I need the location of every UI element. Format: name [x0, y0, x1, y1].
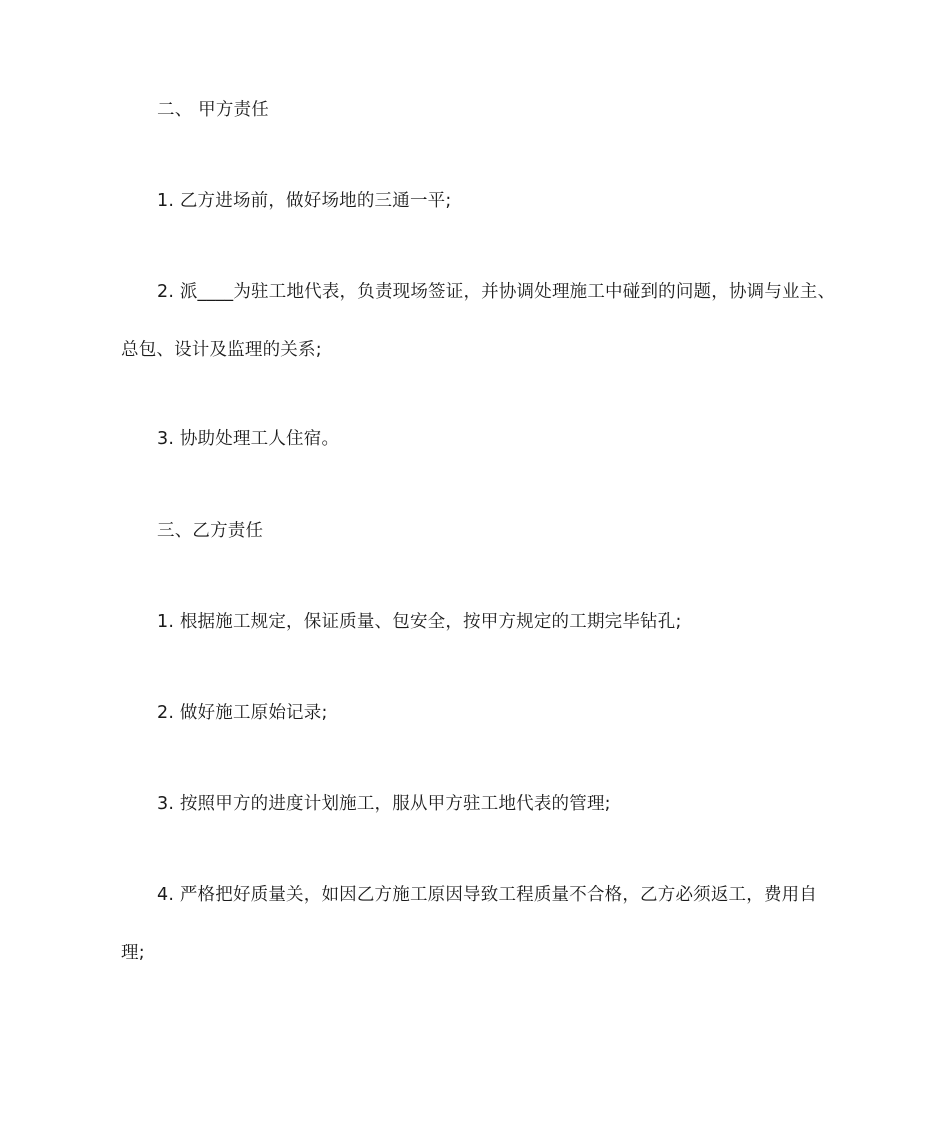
paragraph-party-b-item-1: 1. 根据施工规定，保证质量、包安全，按甲方规定的工期完毕钻孔; — [157, 612, 682, 632]
paragraph-party-b-item-4: 4. 严格把好质量关，如因乙方施工原因导致工程质量不合格，乙方必须返工，费用自 — [157, 885, 818, 905]
paragraph-party-b-item-2: 2. 做好施工原始记录; — [157, 703, 328, 723]
paragraph-party-a-item-2-continuation: 总包、设计及监理的关系; — [121, 340, 322, 360]
section-heading-party-a: 二、 甲方责任 — [157, 100, 269, 120]
section-heading-party-b: 三、乙方责任 — [157, 521, 264, 541]
paragraph-party-b-item-4-continuation: 理; — [121, 943, 145, 963]
paragraph-party-b-item-3: 3. 按照甲方的进度计划施工，服从甲方驻工地代表的管理; — [157, 794, 611, 814]
paragraph-party-a-item-3: 3. 协助处理工人住宿。 — [157, 429, 340, 449]
paragraph-party-a-item-1: 1. 乙方进场前，做好场地的三通一平; — [157, 191, 452, 211]
paragraph-party-a-item-2: 2. 派____为驻工地代表，负责现场签证，并协调处理施工中碰到的问题，协调与业主、 — [157, 282, 836, 302]
